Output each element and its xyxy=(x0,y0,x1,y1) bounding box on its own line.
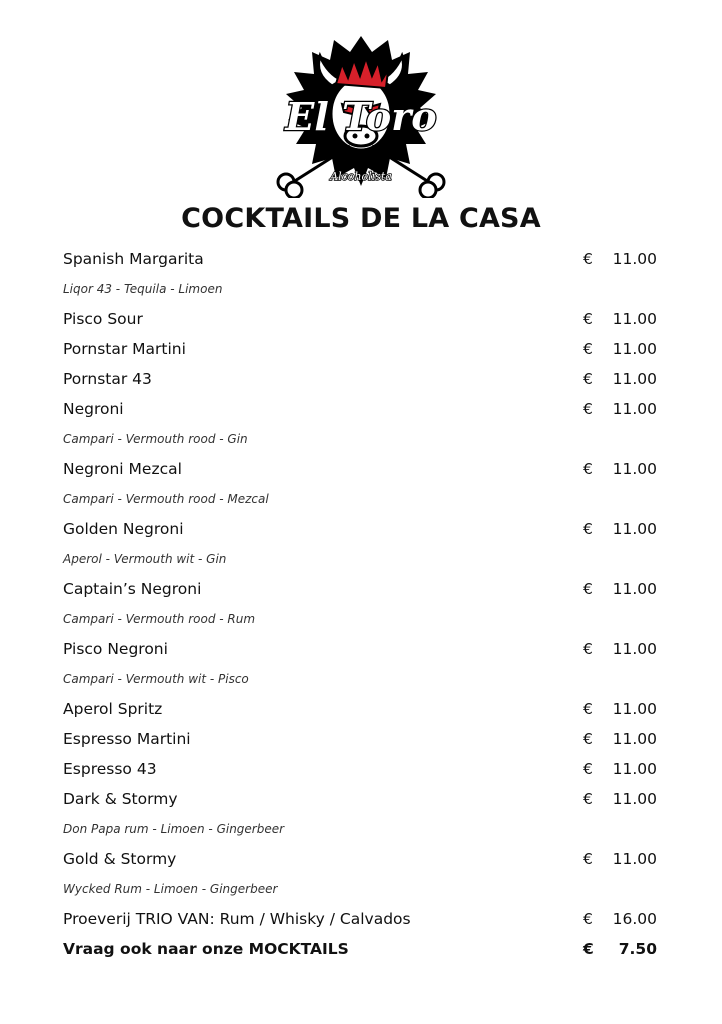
menu-item-name: Negroni Mezcal xyxy=(63,460,182,478)
menu-item xyxy=(63,578,663,608)
menu-item-price: 11.00 xyxy=(612,460,657,478)
menu-item-price: 11.00 xyxy=(612,730,657,748)
menu-item-name: Negroni xyxy=(63,400,124,418)
menu-item-price: 16.00 xyxy=(612,910,657,928)
menu-item xyxy=(63,788,663,818)
menu-item-name: Pisco Sour xyxy=(63,310,143,328)
menu-item-currency: € xyxy=(583,730,593,748)
menu-item-price: 11.00 xyxy=(612,640,657,658)
menu-item-name: Golden Negroni xyxy=(63,520,184,538)
menu-item-currency: € xyxy=(583,310,593,328)
menu-item-currency: € xyxy=(583,340,593,358)
menu-item-description: Wycked Rum - Limoen - Gingerbeer xyxy=(63,882,278,896)
menu-item xyxy=(63,518,663,548)
menu-item-currency: € xyxy=(583,250,593,268)
page-title: COCKTAILS DE LA CASA xyxy=(181,203,541,234)
menu-item-name: Vraag ook naar onze MOCKTAILS xyxy=(63,940,349,958)
menu-item-name: Gold & Stormy xyxy=(63,850,177,868)
menu-item-price: 11.00 xyxy=(612,790,657,808)
menu-item-currency: € xyxy=(583,460,593,478)
menu-item-name: Captain’s Negroni xyxy=(63,580,202,598)
menu-item xyxy=(63,908,663,938)
logo-text-top: El Toro xyxy=(285,94,437,139)
menu-item-currency: € xyxy=(583,790,593,808)
menu-item-description: Campari - Vermouth wit - Pisco xyxy=(63,672,249,686)
menu-item xyxy=(63,338,663,368)
menu-item xyxy=(63,638,663,668)
menu-item xyxy=(63,698,663,728)
menu-item-price: 7.50 xyxy=(618,940,657,958)
menu-item-currency: € xyxy=(583,400,593,418)
menu-item xyxy=(63,308,663,338)
logo-text-bottom: Alcoholista xyxy=(330,170,392,183)
menu-item-description: Campari - Vermouth rood - Gin xyxy=(63,432,248,446)
menu-item-description: Liqor 43 - Tequila - Limoen xyxy=(63,282,223,296)
menu-item xyxy=(63,398,663,428)
menu-item xyxy=(63,728,663,758)
menu-item xyxy=(63,248,663,278)
el-toro-logo xyxy=(250,34,472,198)
menu-item-name: Pornstar 43 xyxy=(63,370,152,388)
menu-item-name: Pisco Negroni xyxy=(63,640,168,658)
menu-item-currency: € xyxy=(583,940,594,958)
menu-item-price: 11.00 xyxy=(612,310,657,328)
menu-item-name: Proeverij TRIO VAN: Rum / Whisky / Calvados xyxy=(63,910,411,928)
menu-item-price: 11.00 xyxy=(612,370,657,388)
menu-item-price: 11.00 xyxy=(612,340,657,358)
menu-item-price: 11.00 xyxy=(612,250,657,268)
menu-item-currency: € xyxy=(583,370,593,388)
menu-item-name: Pornstar Martini xyxy=(63,340,186,358)
menu-item-currency: € xyxy=(583,640,593,658)
menu-item-name: Espresso 43 xyxy=(63,760,157,778)
menu-item-price: 11.00 xyxy=(612,400,657,418)
menu-item-name: Spanish Margarita xyxy=(63,250,204,268)
menu-item-description: Campari - Vermouth rood - Mezcal xyxy=(63,492,269,506)
menu-item-price: 11.00 xyxy=(612,520,657,538)
menu-item-price: 11.00 xyxy=(612,700,657,718)
menu-item-currency: € xyxy=(583,850,593,868)
menu-item-currency: € xyxy=(583,700,593,718)
menu-item-price: 11.00 xyxy=(612,760,657,778)
menu-item-name: Espresso Martini xyxy=(63,730,191,748)
menu-item-price: 11.00 xyxy=(612,580,657,598)
menu-item xyxy=(63,458,663,488)
menu-item-name: Dark & Stormy xyxy=(63,790,178,808)
menu-item-price: 11.00 xyxy=(612,850,657,868)
menu-item-currency: € xyxy=(583,910,593,928)
menu-item-description: Aperol - Vermouth wit - Gin xyxy=(63,552,227,566)
menu-item xyxy=(63,758,663,788)
menu-item-name: Aperol Spritz xyxy=(63,700,163,718)
menu-item xyxy=(63,368,663,398)
menu-item-currency: € xyxy=(583,520,593,538)
menu-item-description: Don Papa rum - Limoen - Gingerbeer xyxy=(63,822,285,836)
menu-item xyxy=(63,848,663,878)
menu-item xyxy=(63,938,663,968)
menu-item-currency: € xyxy=(583,580,593,598)
menu-item-description: Campari - Vermouth rood - Rum xyxy=(63,612,256,626)
menu-item-currency: € xyxy=(583,760,593,778)
menu-list xyxy=(63,248,663,968)
